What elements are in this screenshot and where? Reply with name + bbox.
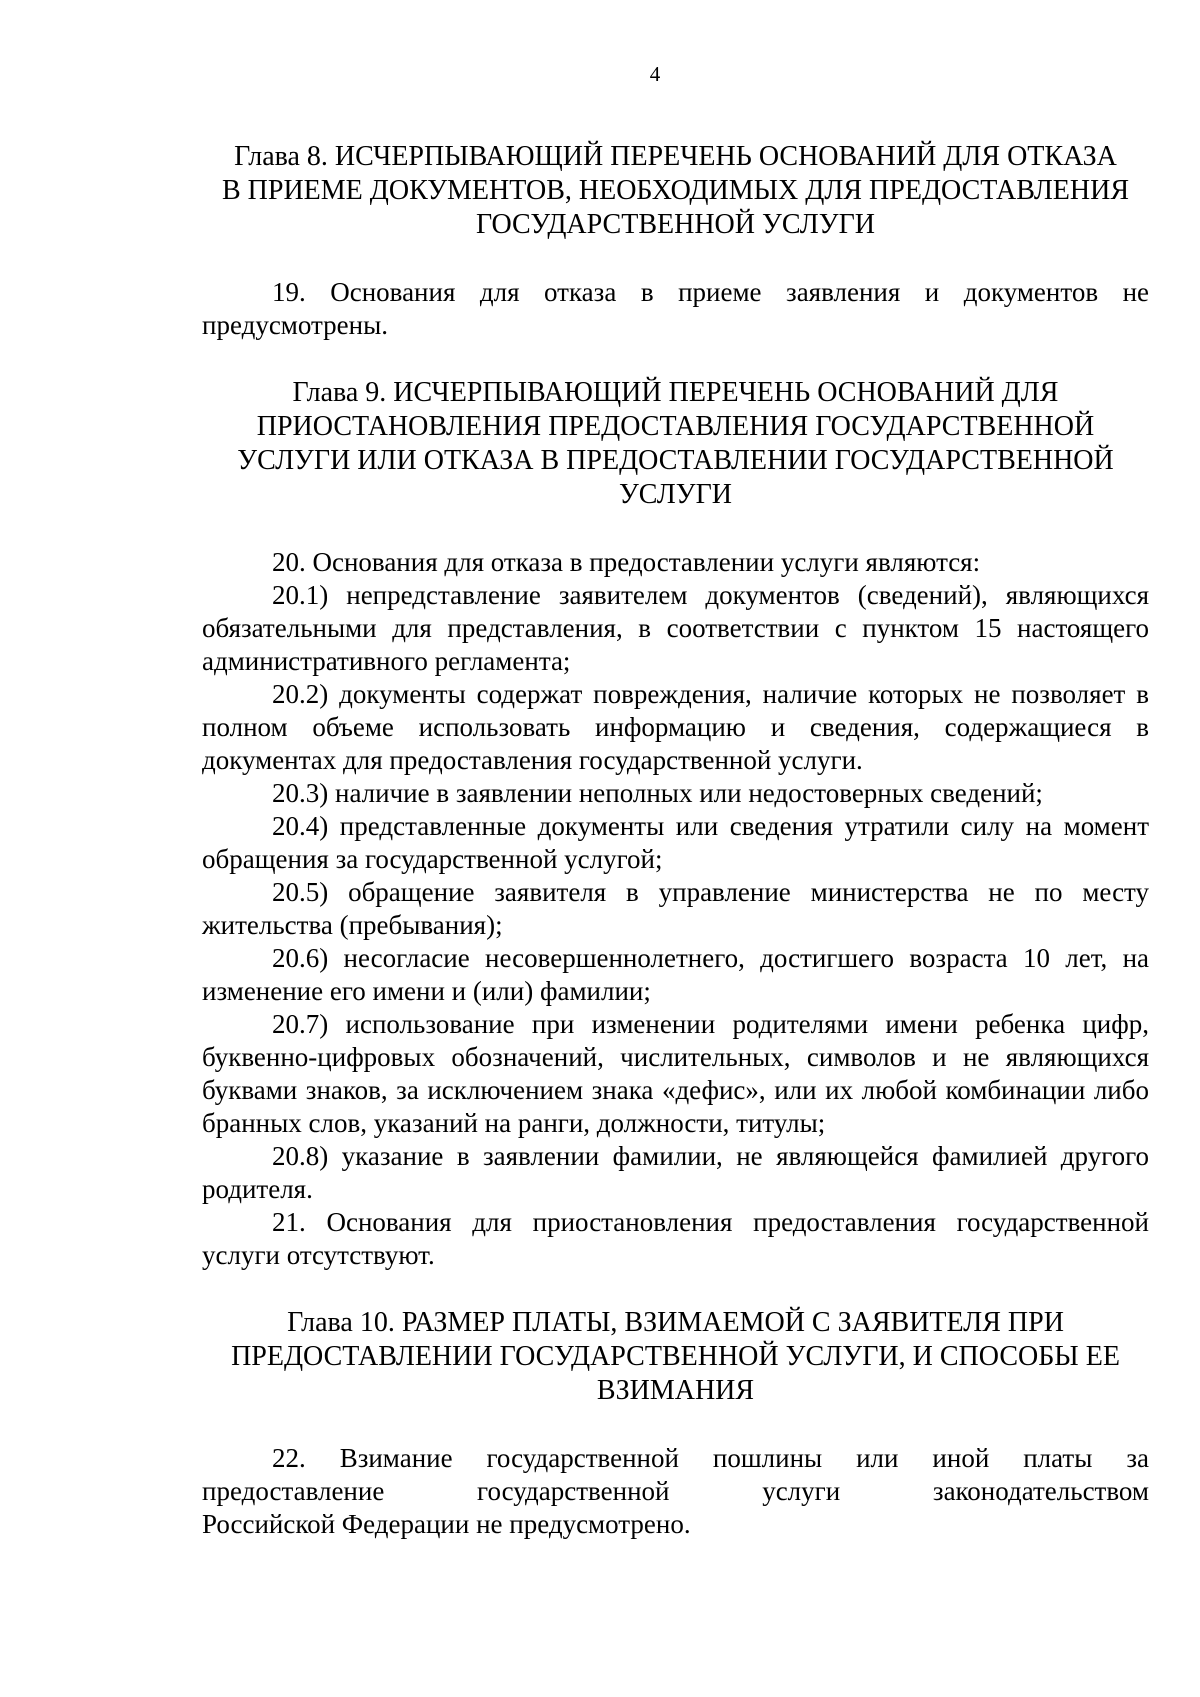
- document-body: [202, 140, 1149, 1541]
- paragraph-20-2: 20.2) документы содержат повреждения, наличие которых не позволяет в полном объеме использовать информацию и сведения, содержащиеся в документах для предоставления государственной услуги.: [202, 679, 1149, 775]
- paragraph-19: [202, 276, 1149, 342]
- chapter-10-line-3: ВЗИМАНИЯ: [596, 1375, 755, 1406]
- paragraph-20-5: 20.5) обращение заявителя в управление министерства не по месту жительства (пребывания);: [202, 877, 1149, 940]
- page-number: 4: [649, 62, 661, 86]
- paragraph-22-line-2: предоставление государственной услуги законодательством: [202, 1476, 1149, 1506]
- paragraph-20-1: 20.1) непредставление заявителем документов (сведений), являющихся обязательными для представления, в соответствии с пунктом 15 настоящего административного регламента;: [202, 580, 1149, 676]
- paragraph-20-8: 20.8) указание в заявлении фамилии, не являющейся фамилией другого родителя.: [202, 1141, 1149, 1204]
- paragraph-20-6: 20.6) несогласие несовершеннолетнего, достигшего возраста 10 лет, на изменение его имени и (или) фамилии;: [202, 943, 1149, 1006]
- chapter-9-line-3: УСЛУГИ ИЛИ ОТКАЗА В ПРЕДОСТАВЛЕНИИ ГОСУДАРСТВЕННОЙ: [237, 445, 1114, 476]
- paragraph-19-line-2: предусмотрены.: [202, 310, 388, 340]
- chapter-9-heading: [202, 376, 1149, 512]
- chapter-8-line-3: ГОСУДАРСТВЕННОЙ УСЛУГИ: [475, 209, 876, 240]
- chapter-8-line-2: В ПРИЕМЕ ДОКУМЕНТОВ, НЕОБХОДИМЫХ ДЛЯ ПРЕДОСТАВЛЕНИЯ: [221, 175, 1130, 206]
- paragraph-22-line-1: 22. Взимание государственной пошлины или иной платы за: [272, 1443, 1149, 1473]
- paragraph-21: 21. Основания для приостановления предоставления государственной услуги отсутствуют.: [202, 1207, 1149, 1270]
- paragraph-20: 20. Основания для отказа в предоставлении услуги являются:: [272, 547, 981, 577]
- chapter-8-line-1: Глава 8. ИСЧЕРПЫВАЮЩИЙ ПЕРЕЧЕНЬ ОСНОВАНИЙ ДЛЯ ОТКАЗА: [234, 141, 1117, 172]
- chapter-9-line-4: УСЛУГИ: [618, 479, 733, 510]
- chapter-10-heading: [202, 1306, 1149, 1408]
- chapter-10-line-1: Глава 10. РАЗМЕР ПЛАТЫ, ВЗИМАЕМОЙ С ЗАЯВИТЕЛЯ ПРИ: [287, 1307, 1064, 1338]
- chapter-8-heading: [202, 140, 1149, 242]
- paragraph-22-line-3: Российской Федерации не предусмотрено.: [202, 1509, 691, 1539]
- chapter-9-line-1: Глава 9. ИСЧЕРПЫВАЮЩИЙ ПЕРЕЧЕНЬ ОСНОВАНИЙ ДЛЯ: [292, 377, 1059, 408]
- paragraph-20-4: 20.4) представленные документы или сведения утратили силу на момент обращения за государственной услугой;: [202, 811, 1149, 874]
- chapter-10-line-2: ПРЕДОСТАВЛЕНИИ ГОСУДАРСТВЕННОЙ УСЛУГИ, И СПОСОБЫ ЕЕ: [231, 1341, 1120, 1372]
- paragraph-22: [202, 1442, 1149, 1541]
- paragraph-20-3: 20.3) наличие в заявлении неполных или недостоверных сведений;: [272, 778, 1043, 808]
- paragraph-20-7: 20.7) использование при изменении родителями имени ребенка цифр, буквенно-цифровых обозначений, числительных, символов и не являющихся буквами знаков, за исключением знака «дефис», или их любой комбинации либо бранных слов, указаний на ранги, должности, титулы;: [202, 1009, 1149, 1138]
- paragraph-19-line-1: 19. Основания для отказа в приеме заявления и документов не: [272, 277, 1149, 307]
- chapter-9-line-2: ПРИОСТАНОВЛЕНИЯ ПРЕДОСТАВЛЕНИЯ ГОСУДАРСТВЕННОЙ: [256, 411, 1095, 442]
